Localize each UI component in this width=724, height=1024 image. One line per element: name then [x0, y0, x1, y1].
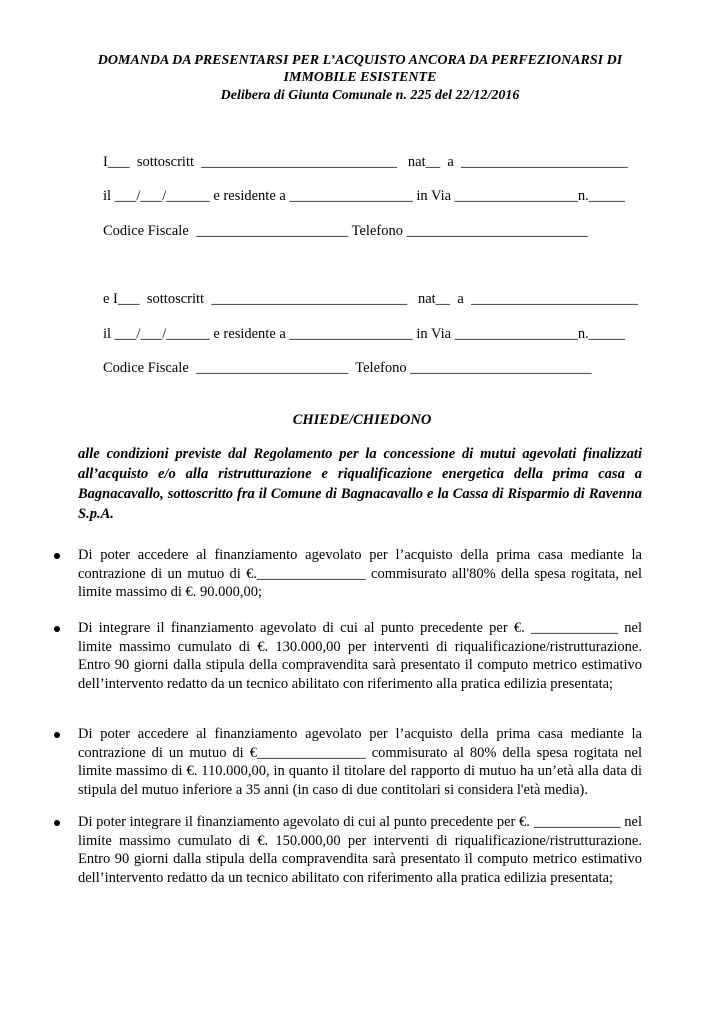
- document-subtitle: Delibera di Giunta Comunale n. 225 del 22/12/2016: [220, 88, 520, 103]
- request-option-2: Di integrare il finanziamento agevolato di cui al punto precedente per €. ____________ nel limite massimo cumulato di €. 130.000,00 per interventi di riqualificazione/ristrutturazione. Entro 90 giorni dalla stipula della compravendita sarà presentato il computo metrico estimativo dell’intervento redatto da un tecnico abilitato con riferimento alla pratica edilizia presentata;: [78, 620, 642, 692]
- document-title-line-1: DOMANDA DA PRESENTARSI PER L’ACQUISTO ANCORA DA PERFEZIONARSI DI: [97, 53, 623, 68]
- bullet-icon: [54, 820, 60, 826]
- applicant1-name-line: I___ sottoscritt ___________________________ nat__ a _______________________: [103, 154, 628, 170]
- request-heading: CHIEDE/CHIEDONO: [292, 412, 432, 428]
- request-option-4: Di poter integrare il finanziamento agevolato di cui al punto precedente per €. ____________ nel limite massimo cumulato di €. 150.000,00 per interventi di riqualificazione/ristrutturazione. Entro 90 giorni dalla stipula della compravendita sarà presentato il computo metrico estimativo dell’intervento redatto da un tecnico abilitato con riferimento alla pratica edilizia presentata;: [78, 814, 642, 886]
- applicant1-fiscal-phone-line: Codice Fiscale _____________________ Telefono _________________________: [103, 223, 588, 239]
- bullet-icon: [54, 626, 60, 632]
- applicant1-birth-residence-line: il ___/___/______ e residente a _________________ in Via _________________n._____: [103, 188, 626, 204]
- document-title-line-2: IMMOBILE ESISTENTE: [283, 70, 437, 85]
- applicant2-fiscal-phone-line: Codice Fiscale _____________________ Telefono _________________________: [103, 360, 592, 376]
- request-option-3: Di poter accedere al finanziamento agevolato per l’acquisto della prima casa mediante la contrazione di un mutuo di €_______________ commisurato al 80% della spesa rogitata nel limite massimo di €. 110.000,00, in quanto il titolare del rapporto di mutuo ha un’età alla data di stipula del mutuo inferiore a 35 anni (in caso di due contitolari si considera l'età media).: [78, 726, 642, 798]
- applicant2-birth-residence-line: il ___/___/______ e residente a _________________ in Via _________________n._____: [103, 326, 626, 342]
- intro-paragraph: alle condizioni previste dal Regolamento per la concessione di mutui agevolati finalizzati all’acquisto e/o alla ristrutturazione e riqualificazione energetica della prima casa a Bagnacavallo, sottoscritto fra il Comune di Bagnacavallo e la Cassa di Risparmio di Ravenna S.p.A.: [78, 446, 642, 522]
- applicant2-name-line: e I___ sottoscritt ___________________________ nat__ a _______________________: [103, 291, 638, 307]
- request-option-1: Di poter accedere al finanziamento agevolato per l’acquisto della prima casa mediante la contrazione di un mutuo di €._______________ commisurato all'80% della spesa rogitata, nel limite massimo di €. 90.000,00;: [78, 547, 642, 600]
- bullet-icon: [54, 553, 60, 559]
- bullet-icon: [54, 732, 60, 738]
